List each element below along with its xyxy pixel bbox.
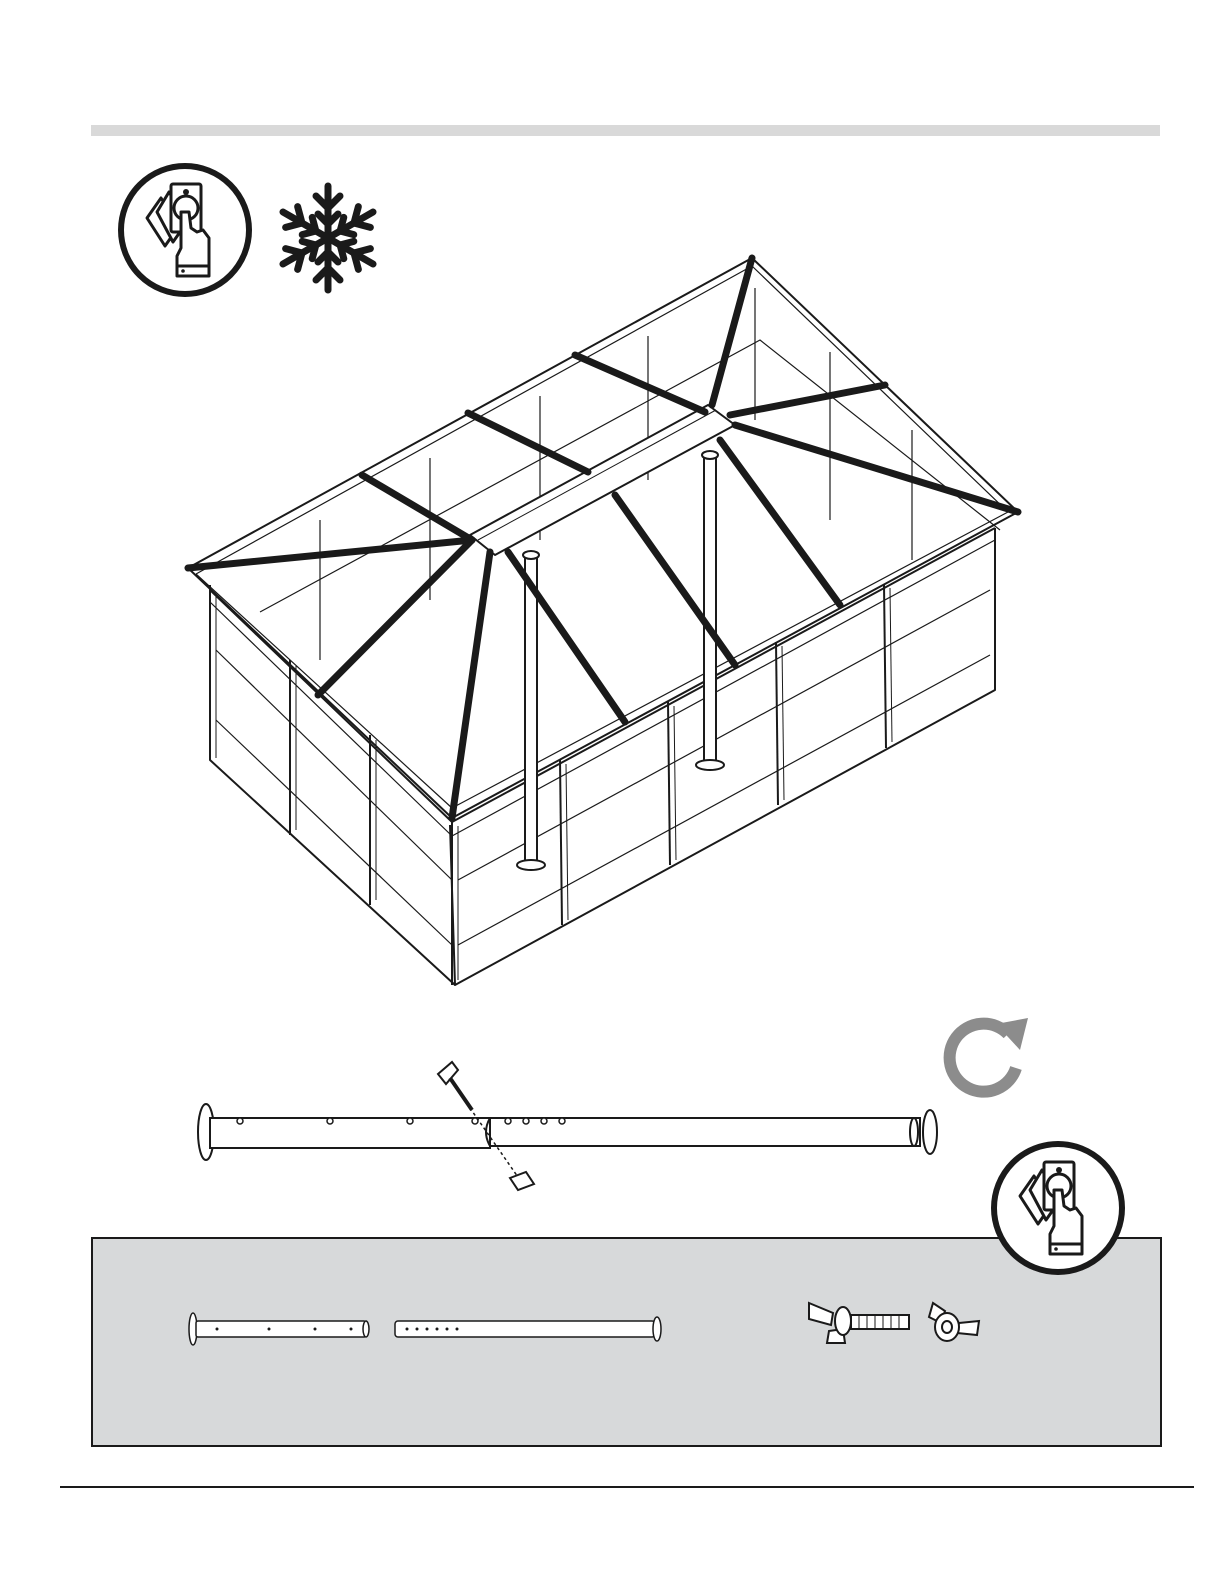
footer-rule — [60, 1486, 1194, 1488]
two-person-hand-icon-bottom — [990, 1140, 1126, 1276]
header-bar — [91, 125, 1160, 136]
wing-bolt — [809, 1303, 909, 1343]
telescoping-pole-drawing — [190, 1048, 950, 1198]
wing-nut — [929, 1303, 979, 1341]
rotate-clockwise-icon — [940, 1010, 1032, 1102]
upper-pole-section — [395, 1317, 661, 1341]
gazebo-drawing — [180, 252, 1030, 992]
